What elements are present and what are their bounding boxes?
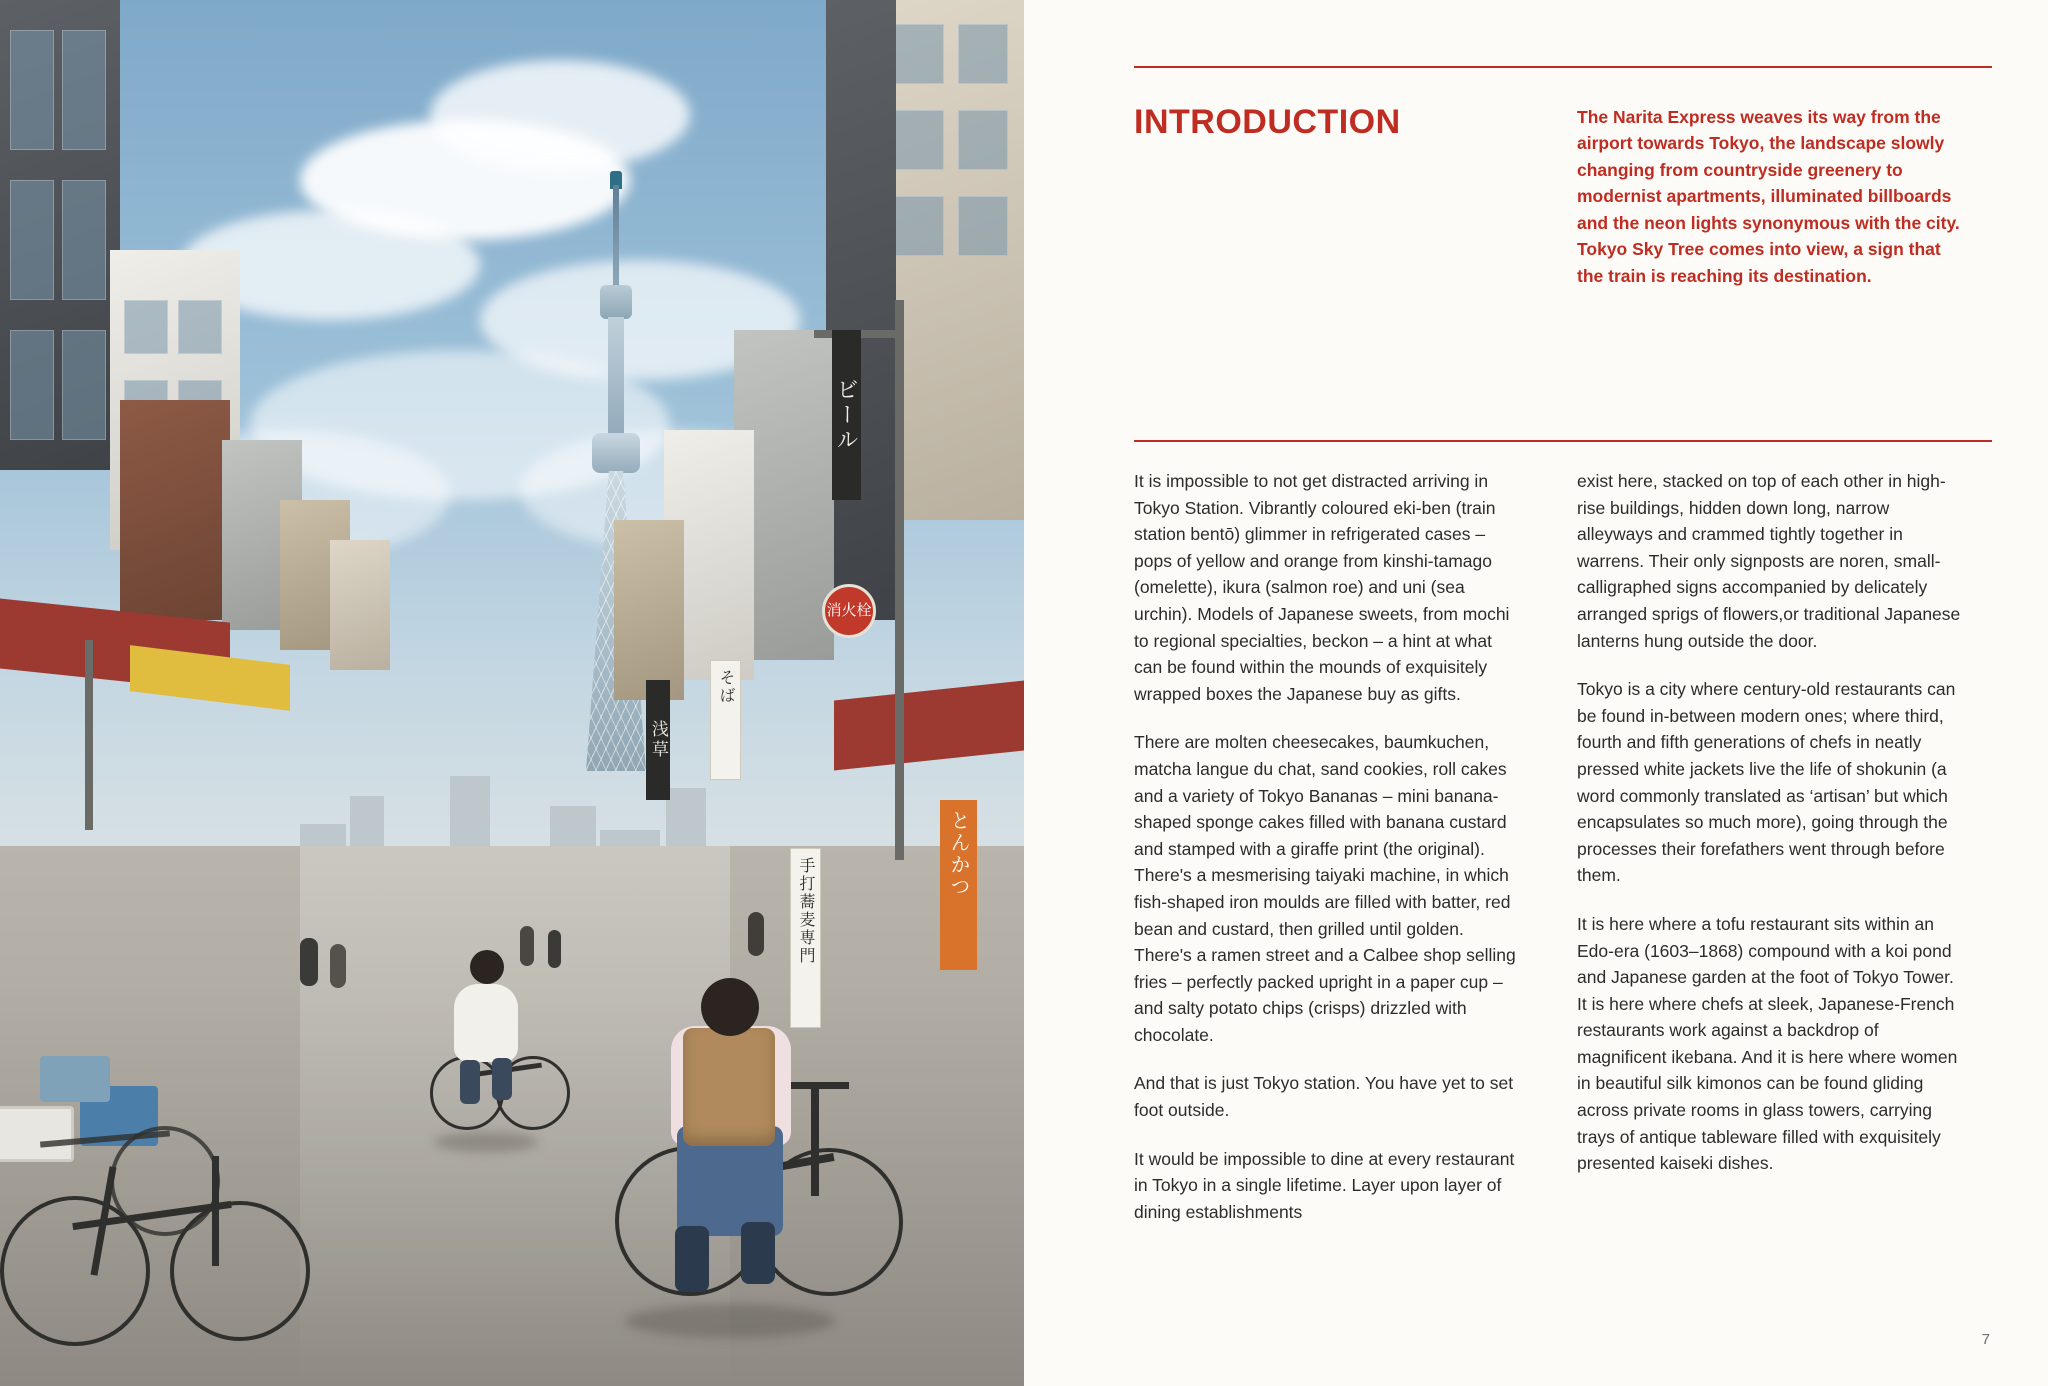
foreground-cyclist — [615, 916, 845, 1346]
body-column-right — [1577, 468, 1967, 1177]
paragraph: It is here where a tofu restaurant sits within an Edo-era (1603–1868) compound with a koi pond and Japanese garden at the foot of Tokyo Tower. It is here where chefs at sleek, Japanese-French restaurants work against a backdrop of magnificent ikebana. And it is here where women in beautiful silk kimonos can be found gliding across private rooms in glass towers, carrying trays of antique tableware filled with exquisitely presented kaiseki dishes. — [1577, 913, 1958, 1174]
parked-bicycles — [0, 1016, 340, 1356]
page-title: INTRODUCTION — [1134, 102, 1401, 141]
page-number: 7 — [1981, 1331, 1990, 1348]
paragraph: And that is just Tokyo station. You have yet to set foot outside. — [1134, 1073, 1514, 1121]
paragraph: It would be impossible to dine at every restaurant in Tokyo in a single lifetime. Layer upon layer of dining establishments — [1134, 1148, 1515, 1222]
pedestrian — [548, 930, 561, 968]
beer-vertical-sign: ビール — [832, 330, 861, 500]
paragraph: It is impossible to not get distracted arriving in Tokyo Station. Vibrantly coloured eki-ben (train station bentō) glimmer in refrigerated cases – pops of yellow and orange from kinshi-tamago (omelette), ikura (salmon roe) and uni (sea urchin). Models of Japanese sweets, from mochi to regional specialties, beckon – a hint at what can be found within the mounds of exquisitely wrapped boxes the Japanese buy as gifts. — [1134, 471, 1510, 704]
body-column-left — [1134, 468, 1524, 1225]
intro-lede: The Narita Express weaves its way from the airport towards Tokyo, the landscape slowly changing from countryside greenery to modernist apartments, illuminated billboards and the neon lights synonymous with the city. Tokyo Sky Tree comes into view, a sign that the train is reaching its destination. — [1577, 106, 1960, 287]
midground-cyclist — [430, 936, 540, 1156]
pedestrian — [748, 912, 764, 956]
text-page — [1024, 0, 2048, 1386]
pedestrian — [520, 926, 534, 966]
paragraph: Tokyo is a city where century-old restaurants can be found in-between modern ones; where third, fourth and fifth generations of chefs in neatly pressed white jackets live the life of shokunin (a word commonly translated as ‘artisan’ but which encapsulates so much more), going through the processes their forefathers went through before them. — [1577, 679, 1956, 886]
orange-shop-banner: とんかつ — [940, 800, 977, 970]
pedestrian — [300, 938, 318, 986]
pedestrian — [330, 944, 346, 988]
soba-vertical-sign: そば — [710, 660, 741, 780]
middle-rule — [1134, 440, 1992, 442]
paragraph: There are molten cheesecakes, baumkuchen, matcha langue du chat, sand cookies, roll cakes and a variety of Tokyo Bananas – mini banana-shaped sponge cakes filled with banana custard and stamped with a giraffe print (the original). There's a mesmerising taiyaki machine, in which fish-shaped iron moulds are filled with batter, red bean and custard, then grilled until golden. There's a ramen street and a Calbee shop selling fries – perfectly packed upright in a paper cup – and salty potato chips (crisps) drizzled with chocolate. — [1134, 732, 1516, 1045]
blue-shop-sign: 浅草 — [646, 680, 670, 800]
top-rule — [1134, 66, 1992, 68]
left-buildings — [0, 0, 390, 1100]
hydrant-sign: 消火栓 — [822, 584, 876, 638]
paragraph: exist here, stacked on top of each other in high-rise buildings, hidden down long, narrow alleyways and crammed tightly together in warrens. Their only signposts are noren, small-calligraphed signs accompanied by delicately arranged sprigs of flowers,or traditional Japanese lanterns hung outside the door. — [1577, 471, 1961, 651]
white-banner-sign: 手打蕎麦専門 — [790, 848, 821, 1028]
